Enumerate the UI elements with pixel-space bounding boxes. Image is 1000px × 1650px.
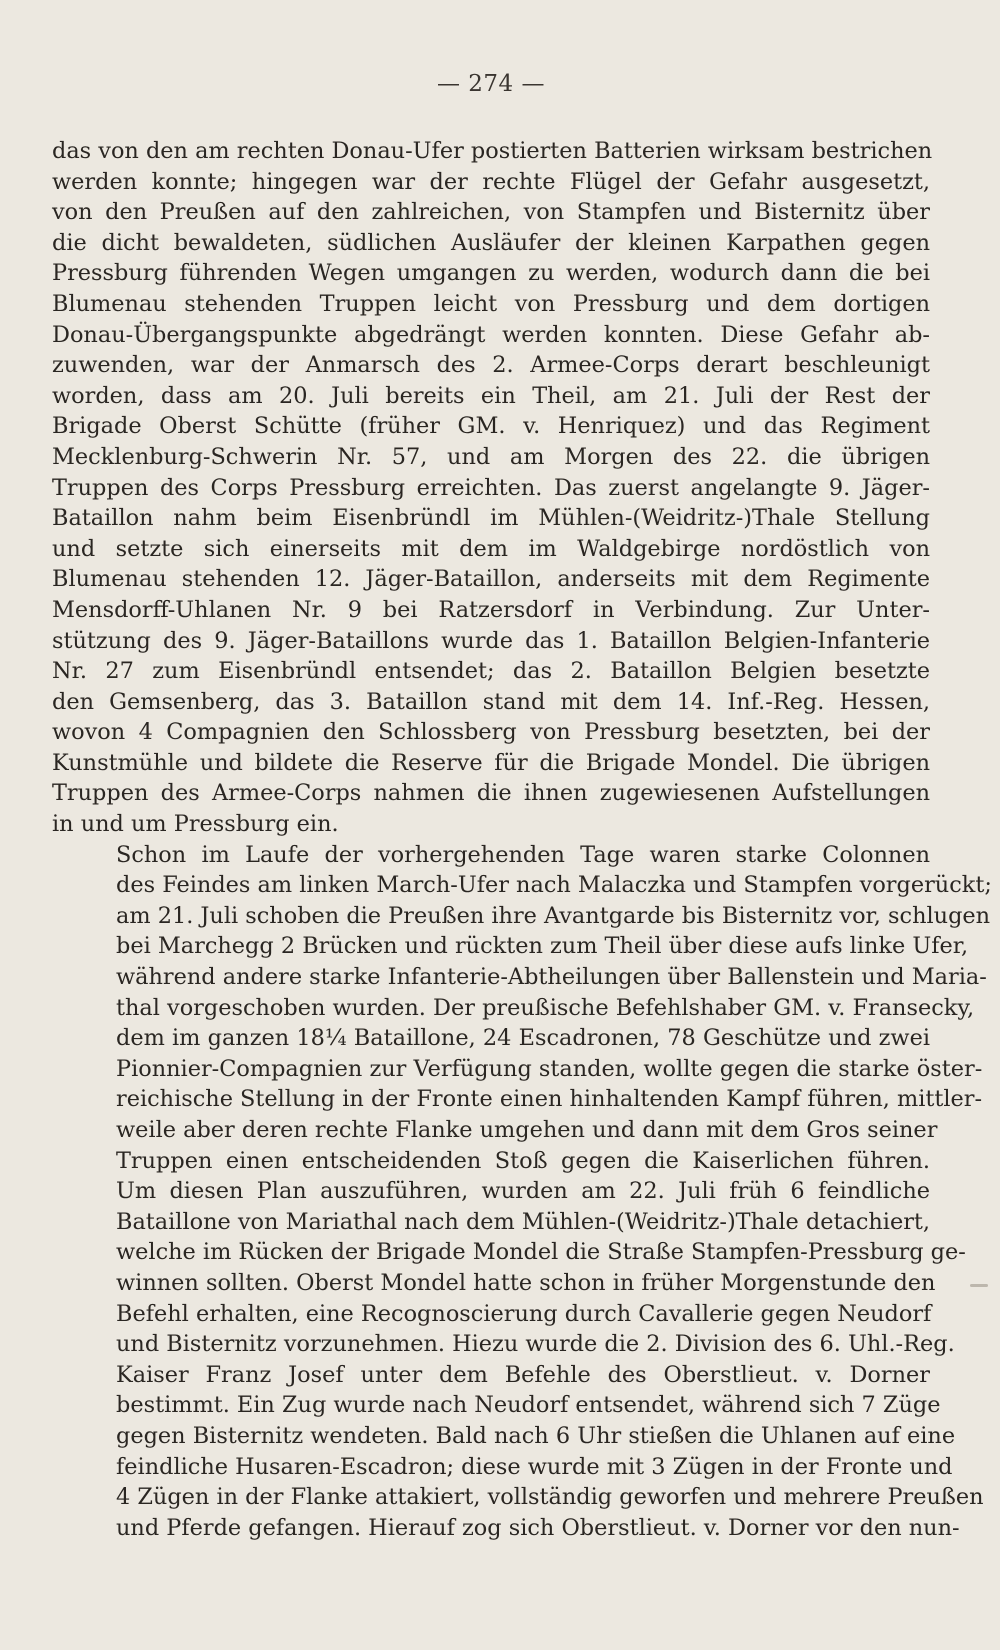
text-line: Nr. 27 zum Eisenbründl entsendet; das 2. Bataillon Belgien besetzte <box>52 658 930 685</box>
text-line: und setzte sich einerseits mit dem im Waldgebirge nordöstlich von <box>52 535 930 562</box>
text-line: und Bisternitz vorzunehmen. Hiezu wurde die 2. Division des 6. Uhl.-Reg. <box>116 1331 955 1358</box>
text-line: 4 Zügen in der Flanke attakiert, vollständig geworfen und mehrere Preußen <box>116 1484 984 1511</box>
text-line: dem im ganzen 18¼ Bataillone, 24 Escadronen, 78 Geschütze und zwei <box>116 1025 930 1052</box>
text-line: das von den am rechten Donau-Ufer postierten Batterien wirksam bestrichen <box>52 138 933 164</box>
text-line: Mensdorff-Uhlanen Nr. 9 bei Ratzersdorf in Verbindung. Zur Unter- <box>52 596 930 623</box>
text-line: am 21. Juli schoben die Preußen ihre Avantgarde bis Bisternitz vor, schlugen <box>116 902 991 929</box>
page-number-header: — 274 — <box>436 71 546 97</box>
text-line: weile aber deren rechte Flanke umgehen und dann mit dem Gros seiner <box>116 1117 938 1143</box>
text-line: Pionnier-Compagnien zur Verfügung standen, wollte gegen die starke öster- <box>116 1055 983 1082</box>
text-line: werden konnte; hingegen war der rechte Flügel der Gefahr ausgesetzt, <box>52 168 930 195</box>
text-line: Mecklenburg-Schwerin Nr. 57, und am Morgen des 22. die übrigen <box>52 443 930 470</box>
text-line: welche im Rücken der Brigade Mondel die Straße Stampfen-Pressburg ge- <box>116 1239 966 1266</box>
text-line: thal vorgeschoben wurden. Der preußische Befehlshaber GM. v. Fransecky, <box>116 994 975 1021</box>
text-line: feindliche Husaren-Escadron; diese wurde mit 3 Zügen in der Fronte und <box>116 1453 953 1480</box>
text-line: wovon 4 Compagnien den Schlossberg von Pressburg besetzten, bei der <box>52 719 930 746</box>
text-line: Bataillone von Mariathal nach dem Mühlen-(Weidritz-)Thale detachiert, <box>116 1208 931 1235</box>
text-line: Donau-Übergangspunkte abgedrängt werden konnten. Diese Gefahr ab- <box>52 321 930 348</box>
paragraph-1 <box>52 136 933 840</box>
text-line: von den Preußen auf den zahlreichen, von Stampfen und Bisternitz über <box>52 199 930 226</box>
text-line: Blumenau stehenden Truppen leicht von Pressburg und dem dortigen <box>52 290 930 317</box>
text-line: Kaiser Franz Josef unter dem Befehle des Oberstlieut. v. Dorner <box>116 1361 930 1388</box>
text-line: Befehl erhalten, eine Recognoscierung durch Cavallerie gegen Neudorf <box>116 1300 932 1327</box>
text-line: und Pferde gefangen. Hierauf zog sich Oberstlieut. v. Dorner vor den nun- <box>116 1514 960 1541</box>
text-line: in und um Pressburg ein. <box>52 811 339 838</box>
text-line: winnen sollten. Oberst Mondel hatte schon in früher Morgenstunde den <box>116 1269 936 1296</box>
text-line: Blumenau stehenden 12. Jäger-Bataillon, anderseits mit dem Regimente <box>52 566 930 593</box>
text-line: Truppen des Armee-Corps nahmen die ihnen zugewiesenen Aufstellungen <box>52 780 930 807</box>
text-line: zuwenden, war der Anmarsch des 2. Armee-Corps derart beschleunigt <box>52 352 930 379</box>
paragraph-2 <box>52 840 992 1544</box>
text-line: gegen Bisternitz wendeten. Bald nach 6 Uhr stießen die Uhlanen auf eine <box>116 1422 956 1449</box>
text-line: reichische Stellung in der Fronte einen hinhaltenden Kampf führen, mittler- <box>116 1086 983 1113</box>
text-line: Um diesen Plan auszuführen, wurden am 22. Juli früh 6 feindliche <box>116 1178 930 1205</box>
text-line: Brigade Oberst Schütte (früher GM. v. Henriquez) und das Regiment <box>52 413 930 440</box>
text-line: Kunstmühle und bildete die Reserve für die Brigade Mondel. Die übrigen <box>52 749 930 776</box>
text-line: Schon im Laufe der vorhergehenden Tage waren starke Colonnen <box>116 841 930 868</box>
text-line: Bataillon nahm beim Eisenbründl im Mühlen-(Weidritz-)Thale Stellung <box>52 505 930 532</box>
text-line: bestimmt. Ein Zug wurde nach Neudorf entsendet, während sich 7 Züge <box>116 1392 941 1419</box>
body-text <box>52 136 992 1543</box>
text-line: Pressburg führenden Wegen umgangen zu werden, wodurch dann die bei <box>52 260 930 287</box>
text-line: stützung des 9. Jäger-Bataillons wurde das 1. Bataillon Belgien-Infanterie <box>52 627 930 654</box>
text-line: die dicht bewaldeten, südlichen Ausläufer der kleinen Karpathen gegen <box>52 229 930 256</box>
text-line: während andere starke Infanterie-Abtheilungen über Ballenstein und Maria- <box>116 964 987 991</box>
text-line: Truppen einen entscheidenden Stoß gegen die Kaiserlichen führen. <box>116 1147 930 1174</box>
text-line: den Gemsenberg, das 3. Bataillon stand mit dem 14. Inf.-Reg. Hessen, <box>52 688 930 715</box>
text-line: worden, dass am 20. Juli bereits ein Theil, am 21. Juli der Rest der <box>52 382 930 409</box>
text-line: des Feindes am linken March-Ufer nach Malaczka und Stampfen vorgerückt; <box>116 872 992 899</box>
text-line: Truppen des Corps Pressburg erreichten. Das zuerst angelangte 9. Jäger- <box>52 474 930 501</box>
margin-mark <box>970 1284 988 1287</box>
text-line: bei Marchegg 2 Brücken und rückten zum Theil über diese aufs linke Ufer, <box>116 933 969 960</box>
